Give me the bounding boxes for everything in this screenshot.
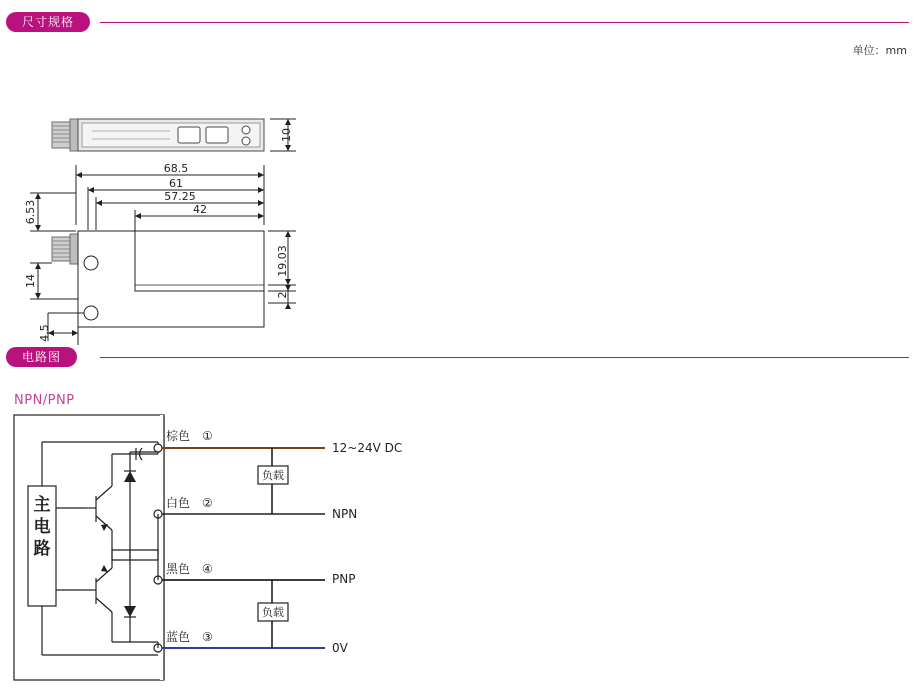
wire-label-0: 棕色 — [166, 429, 191, 443]
wire-signal-1: NPN — [332, 507, 358, 521]
wire-signal-3: 0V — [332, 641, 348, 655]
wire-num-3: ③ — [202, 630, 213, 644]
section-header-dimensions — [0, 12, 921, 36]
mounting-hole-lower — [84, 306, 98, 320]
wire-signal-0: 12~24V DC — [332, 441, 403, 455]
main-circuit-char-1: 电 — [33, 517, 51, 537]
connector-threads-front — [52, 234, 78, 264]
dim-label-2: 2 — [276, 291, 289, 299]
dim-label-10: 10 — [280, 128, 293, 142]
wire-label-3: 蓝色 — [166, 630, 191, 644]
dim-label-19-03: 19.03 — [276, 245, 289, 277]
dimension-drawing — [0, 45, 921, 375]
dim-label-68-5: 68.5 — [163, 162, 189, 175]
section-header-circuit — [0, 347, 921, 371]
mounting-hole-upper — [84, 256, 98, 270]
terminal-brown — [154, 444, 162, 452]
body-front-view — [78, 231, 264, 327]
section-title-circuit: 电路图 — [6, 347, 77, 367]
main-circuit-char-0: 主 — [33, 495, 51, 515]
section-title-dimensions: 尺寸规格 — [6, 12, 90, 32]
dim-label-14: 14 — [24, 274, 37, 288]
dim-label-42: 42 — [193, 203, 207, 216]
wire-signal-2: PNP — [332, 572, 356, 586]
wire-num-2: ④ — [202, 562, 213, 576]
circuit-subtitle: NPN/PNP — [14, 393, 75, 408]
dim-label-57-25: 57.25 — [164, 190, 196, 203]
dim-label-4-5: 4.5 — [38, 324, 51, 342]
unit-note: 单位：mm — [852, 44, 907, 57]
dim-label-6-53: 6.53 — [24, 199, 37, 225]
load-label-2: 负载 — [262, 606, 284, 619]
dim-label-61: 61 — [169, 177, 183, 190]
load-label-1: 负载 — [262, 469, 284, 482]
circuit-diagram — [0, 410, 921, 690]
connector-threads-top — [52, 119, 78, 151]
header-rule-circuit — [100, 357, 909, 358]
wire-num-1: ② — [202, 496, 213, 510]
wire-label-1: 白色 — [166, 496, 191, 510]
main-circuit-char-2: 路 — [33, 539, 51, 559]
wire-num-0: ① — [202, 429, 213, 443]
header-rule-dimensions — [100, 22, 909, 23]
wire-label-2: 黑色 — [166, 562, 191, 576]
